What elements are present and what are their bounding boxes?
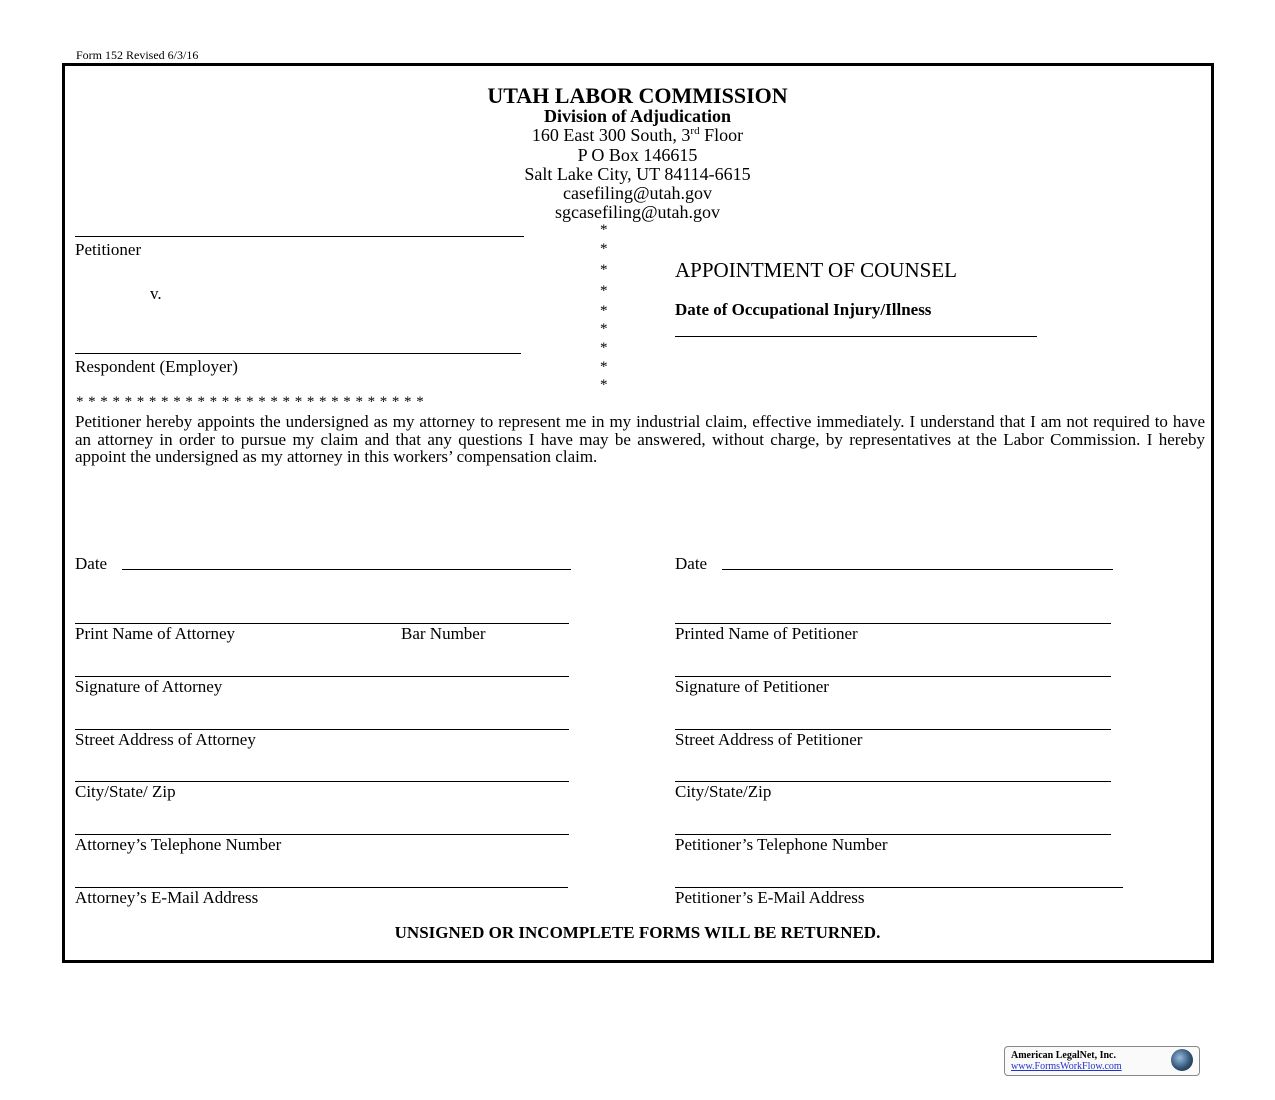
asterisk: * — [600, 283, 608, 299]
injury-date-label: Date of Occupational Injury/Illness — [675, 300, 932, 319]
asterisk: * — [600, 303, 608, 319]
asterisk: * — [600, 222, 608, 238]
asterisk: * — [600, 321, 608, 337]
attorney-city-label: City/State/ Zip — [75, 782, 176, 801]
versus-label: v. — [150, 284, 162, 303]
attorney-name-label: Print Name of Attorney — [75, 624, 236, 643]
respondent-label: Respondent (Employer) — [75, 357, 238, 376]
address-line — [62, 125, 1213, 146]
attorney-email-label: Attorney’s E-Mail Address — [75, 888, 259, 907]
attorney-signature-label: Signature of Attorney — [75, 677, 223, 696]
bar-number-label: Bar Number — [401, 624, 486, 643]
petitioner-name-label: Printed Name of Petitioner — [675, 624, 858, 643]
petitioner-line[interactable] — [75, 236, 524, 237]
attorney-date-label: Date — [75, 554, 108, 573]
petitioner-label: Petitioner — [75, 240, 142, 259]
globe-icon — [1171, 1049, 1193, 1071]
petitioner-phone-label: Petitioner’s Telephone Number — [675, 835, 888, 854]
appointment-statement: Petitioner hereby appoints the undersigned as my attorney to represent me in my industrial claim, effective immediately. I understand that I am not required to have an attorney in order to pursue my claim and that any questions I have may be answered, without charge, by representatives at the Labor Commission. I hereby appoint the undersigned as my attorney in this workers’ compensation claim. — [75, 412, 1205, 466]
email-1: casefiling@utah.gov — [562, 183, 713, 203]
petitioner-date-label: Date — [675, 554, 708, 573]
form-id: Form 152 Revised 6/3/16 — [76, 48, 199, 62]
footer-company: American LegalNet, Inc. — [1011, 1050, 1116, 1061]
asterisk-row: * * * * * * * * * * * * * * * * * * * * * * * * * * * * * — [76, 394, 425, 410]
address-street: 160 East 300 South, 3 — [531, 125, 691, 145]
petitioner-date-line[interactable] — [722, 569, 1113, 570]
asterisk: * — [600, 241, 608, 257]
asterisk: * — [600, 262, 608, 278]
petitioner-city-label: City/State/Zip — [675, 782, 772, 801]
attorney-phone-label: Attorney’s Telephone Number — [75, 835, 282, 854]
petitioner-email-label: Petitioner’s E-Mail Address — [675, 888, 865, 907]
asterisk: * — [600, 359, 608, 375]
asterisk: * — [600, 340, 608, 356]
document-title: APPOINTMENT OF COUNSEL — [675, 258, 957, 282]
asterisk: * — [600, 377, 608, 393]
po-box: P O Box 146615 — [577, 145, 698, 165]
city-line: Salt Lake City, UT 84114-6615 — [524, 164, 751, 184]
return-warning: UNSIGNED OR INCOMPLETE FORMS WILL BE RETURNED. — [394, 923, 881, 942]
petitioner-street-label: Street Address of Petitioner — [675, 730, 863, 749]
address-sup: rd — [690, 125, 700, 137]
respondent-line[interactable] — [75, 353, 521, 354]
footer-url[interactable]: www.FormsWorkFlow.com — [1011, 1061, 1122, 1072]
attorney-date-line[interactable] — [122, 569, 571, 570]
footer-logo — [1004, 1046, 1200, 1076]
attorney-street-label: Street Address of Attorney — [75, 730, 256, 749]
agency-name: UTAH LABOR COMMISSION — [487, 83, 788, 108]
division-name: Division of Adjudication — [543, 106, 732, 126]
email-2: sgcasefiling@utah.gov — [554, 202, 721, 222]
petitioner-signature-label: Signature of Petitioner — [675, 677, 829, 696]
injury-date-line[interactable] — [675, 336, 1037, 337]
address-floor: Floor — [699, 125, 744, 145]
